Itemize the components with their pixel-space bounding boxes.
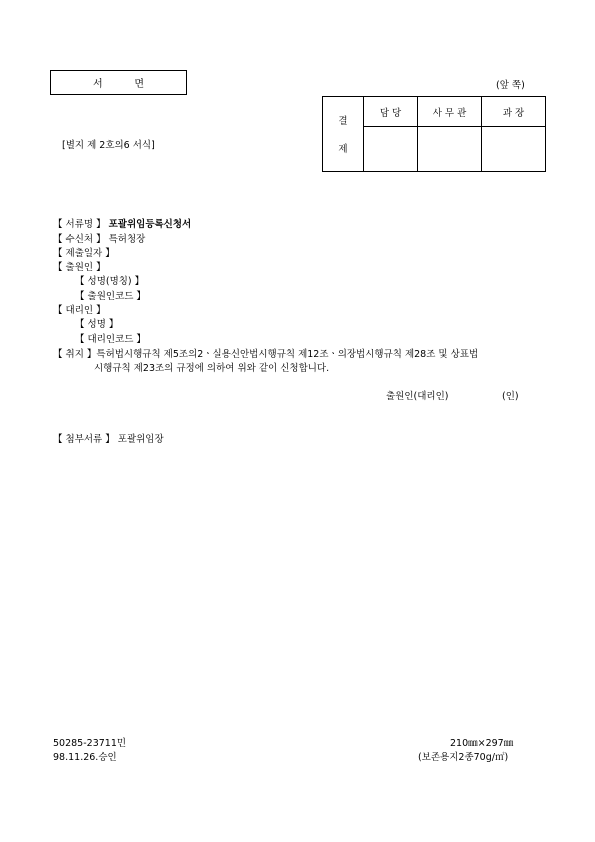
applicant-code-label: 【 출원인코드 】 — [75, 291, 146, 302]
purpose-label: 【 취지 】 — [53, 349, 97, 360]
footer-paper-size: 210㎜×297㎜ — [450, 738, 514, 749]
agent-code-label: 【 대리인코드 】 — [75, 334, 146, 345]
attachment-value: 포괄위임장 — [117, 434, 164, 445]
attachment-row — [53, 433, 164, 447]
form-number: [별지 제 2호의6 서식] — [62, 140, 155, 151]
seal-label: (인) — [502, 391, 519, 402]
approval-col-2: 사 무 관 — [418, 97, 482, 127]
form-title: 서 면 — [92, 79, 145, 90]
approval-label-cell — [323, 97, 364, 172]
footer-code: 50285-23711민 — [53, 738, 127, 749]
approval-label-top: 결 — [338, 116, 348, 127]
purpose-line-1: 특허법시행규칙 제5조의2ㆍ실용신안법시행규칙 제12조ㆍ의장법시행규칙 제28조 및 상표법 — [96, 349, 479, 360]
approval-label-bottom: 제 — [338, 144, 348, 155]
form-title-box — [50, 70, 187, 95]
footer-paper-type: (보존용지2종70g/㎡) — [418, 752, 509, 763]
agent-name-label: 【 성명 】 — [75, 319, 119, 330]
approval-sign-3[interactable] — [482, 127, 546, 172]
doc-name-row — [53, 218, 191, 232]
applicant-name-label: 【 성명(명칭) 】 — [75, 276, 145, 287]
recipient-label: 【 수신처 】 — [53, 234, 106, 245]
applicant-label: 【 출원인 】 — [53, 262, 106, 273]
footer-approval-date: 98.11.26.승인 — [53, 752, 117, 763]
approval-table — [322, 96, 546, 172]
doc-name-label: 【 서류명 】 — [53, 219, 106, 230]
purpose-line-2: 시행규칙 제23조의 규정에 의하여 위와 같이 신청합니다. — [94, 363, 330, 374]
submit-date-label: 【 제출일자 】 — [53, 248, 115, 259]
recipient-value: 특허청장 — [108, 234, 146, 245]
attachment-label: 【 첨부서류 】 — [53, 434, 115, 445]
doc-name-value: 포괄위임등록신청서 — [108, 219, 192, 230]
approval-col-3: 과 장 — [482, 97, 546, 127]
approval-col-1: 담 당 — [364, 97, 418, 127]
recipient-row — [53, 233, 145, 247]
approval-sign-2[interactable] — [418, 127, 482, 172]
agent-label: 【 대리인 】 — [53, 305, 106, 316]
purpose-block — [53, 348, 553, 376]
approval-sign-1[interactable] — [364, 127, 418, 172]
signer-label: 출원인(대리인) — [386, 391, 449, 402]
page-side-label: (앞 쪽) — [496, 80, 525, 91]
